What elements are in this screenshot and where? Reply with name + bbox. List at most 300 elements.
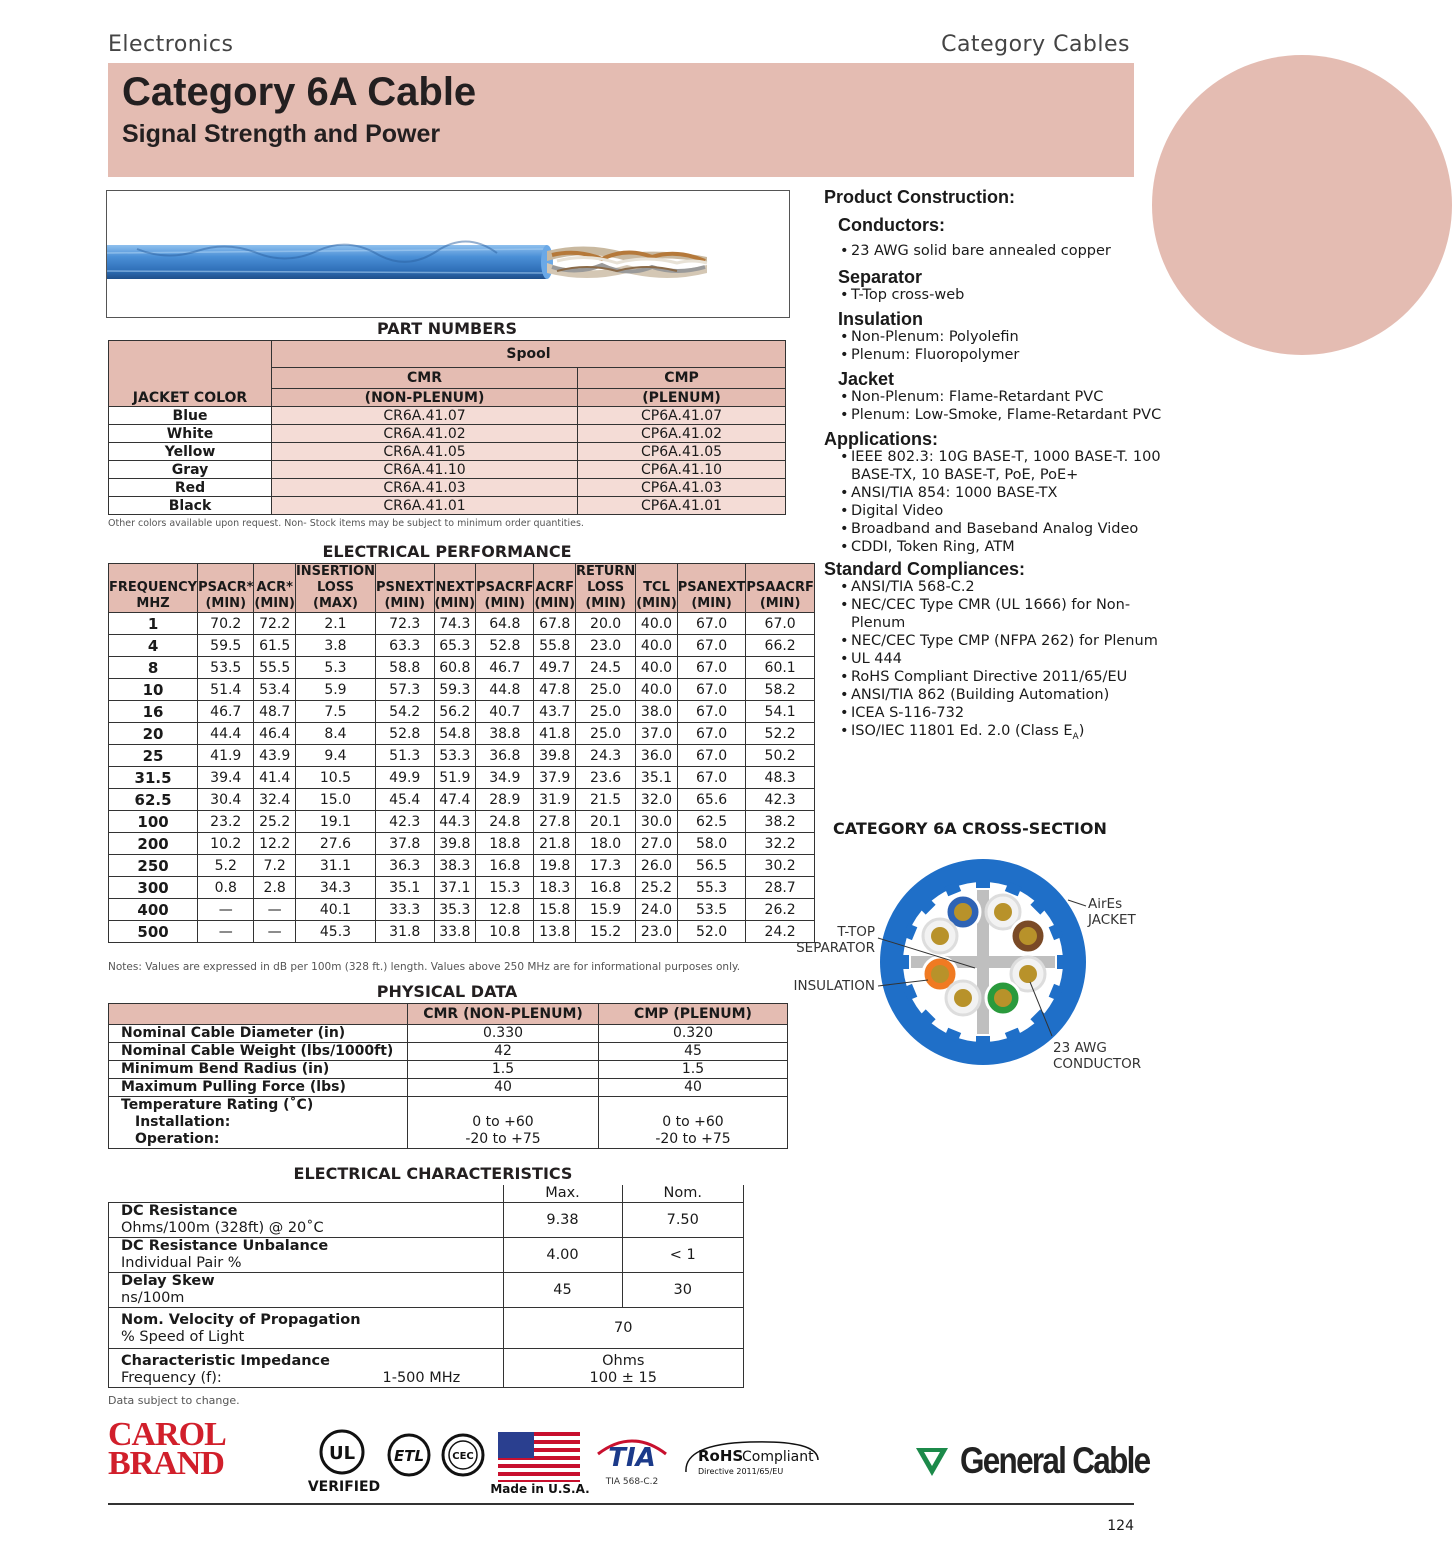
list-item: • ANSI/TIA 568-C.2 [840, 578, 1164, 596]
ep-value: 40.0 [636, 635, 678, 657]
ep-value: 65.6 [677, 789, 746, 811]
ep-value: 48.3 [746, 767, 814, 789]
jacket-color-header: JACKET COLOR [109, 341, 272, 407]
ep-frequency: 4 [109, 635, 198, 657]
ep-column-header [254, 564, 296, 613]
ep-value: 67.0 [677, 613, 746, 635]
ep-value: — [198, 899, 254, 921]
part-row [109, 461, 786, 479]
ep-value: 67.0 [677, 657, 746, 679]
ep-row [109, 701, 815, 723]
ep-frequency: 250 [109, 855, 198, 877]
ep-row [109, 789, 815, 811]
cmr-part-number: CR6A.41.05 [272, 443, 578, 461]
impedance-range: 1-500 MHz [382, 1370, 461, 1386]
cmp-part-number: CP6A.41.01 [578, 497, 786, 515]
cmr-part-number: CR6A.41.03 [272, 479, 578, 497]
ep-row [109, 723, 815, 745]
ep-value: 40.0 [636, 657, 678, 679]
cross-section-title: CATEGORY 6A CROSS-SECTION [833, 819, 1107, 838]
ec-nom-value: 30 [622, 1273, 744, 1308]
ep-value: 49.7 [534, 657, 576, 679]
part-row [109, 497, 786, 515]
ep-header-line: ACRF [535, 580, 574, 595]
part-row [109, 425, 786, 443]
ep-value: 5.2 [198, 855, 254, 877]
ep-value: 2.8 [254, 877, 296, 899]
standards-list [824, 578, 1164, 746]
pd-temp-row [109, 1097, 788, 1149]
ep-value: 51.9 [434, 767, 476, 789]
ec-impedance-row [109, 1349, 744, 1388]
list-item: • NEC/CEC Type CMR (UL 1666) for Non-Plenum [840, 596, 1164, 632]
cmr-part-number: CR6A.41.01 [272, 497, 578, 515]
pd-label: Nominal Cable Weight (lbs/1000ft) [109, 1043, 408, 1061]
ep-value: 3.8 [295, 635, 375, 657]
ep-row [109, 635, 815, 657]
pd-label: Nominal Cable Diameter (in) [109, 1025, 408, 1043]
etl-icon [386, 1432, 432, 1478]
pd-label: Minimum Bend Radius (in) [109, 1061, 408, 1079]
pd-temp-cmr [408, 1097, 599, 1149]
ep-value: 52.8 [375, 723, 434, 745]
ep-value: 18.0 [576, 833, 636, 855]
conductor-label-2: CONDUCTOR [1053, 1056, 1142, 1072]
pd-row [109, 1061, 788, 1079]
ep-value: 65.3 [434, 635, 476, 657]
part-numbers-title: PART NUMBERS [377, 319, 517, 338]
ep-value: 62.5 [677, 811, 746, 833]
ep-header-line: (MIN) [384, 596, 426, 611]
ep-value: — [254, 921, 296, 943]
ep-value: 37.0 [636, 723, 678, 745]
list-item: • Non-Plenum: Polyolefin [840, 328, 1164, 346]
svg-text:UL: UL [328, 1443, 356, 1464]
ep-value: 21.8 [534, 833, 576, 855]
insulation-label: INSULATION [793, 978, 875, 994]
list-item: • Digital Video [840, 502, 1164, 520]
ep-header-line: MHZ [136, 596, 170, 611]
pd-temp-cmp [599, 1097, 788, 1149]
ep-value: 27.6 [295, 833, 375, 855]
ec-max-value: 45 [503, 1273, 622, 1308]
ep-value: 67.0 [677, 723, 746, 745]
ep-header-line: PSAACRF [746, 580, 814, 595]
ep-value: 70.2 [198, 613, 254, 635]
ep-value: 15.8 [534, 899, 576, 921]
ec-sub: Ohms/100m (328ft) @ 20˚C [121, 1220, 324, 1236]
ep-value: 23.6 [576, 767, 636, 789]
ep-value: 53.5 [198, 657, 254, 679]
ep-value: 45.3 [295, 921, 375, 943]
jacket-color: Gray [109, 461, 272, 479]
ep-value: 51.4 [198, 679, 254, 701]
electrical-characteristics-title: ELECTRICAL CHARACTERISTICS [293, 1164, 573, 1183]
ep-value: 27.0 [636, 833, 678, 855]
cmr-part-number: CR6A.41.10 [272, 461, 578, 479]
pd-cmr-header: CMR (NON-PLENUM) [408, 1004, 599, 1025]
cmp-sub-header: (PLENUM) [578, 389, 786, 407]
ep-value: 26.0 [636, 855, 678, 877]
ec-sub: Individual Pair % [121, 1255, 242, 1271]
ep-value: 23.0 [576, 635, 636, 657]
ep-value: 36.0 [636, 745, 678, 767]
ep-column-header [375, 564, 434, 613]
ep-frequency: 100 [109, 811, 198, 833]
operation-label: Operation: [135, 1131, 220, 1147]
page-title: Category 6A Cable [122, 70, 477, 114]
ep-value: 54.2 [375, 701, 434, 723]
ep-value: 52.0 [677, 921, 746, 943]
ep-header-line: (MIN) [585, 596, 626, 611]
part-row [109, 407, 786, 425]
ep-column-header [434, 564, 476, 613]
ep-value: 31.9 [534, 789, 576, 811]
ep-header-line: LOSS [587, 580, 625, 595]
cmp-part-number: CP6A.41.03 [578, 479, 786, 497]
impedance-value: 100 ± 15 [589, 1370, 657, 1386]
ec-nom-header: Nom. [622, 1185, 744, 1203]
cmp-part-number: CP6A.41.10 [578, 461, 786, 479]
ep-column-header [677, 564, 746, 613]
svg-text:TIA 568-C.2: TIA 568-C.2 [605, 1477, 659, 1487]
ep-header-line: PSANEXT [677, 580, 746, 595]
ep-value: 35.1 [375, 877, 434, 899]
ep-value: 25.2 [636, 877, 678, 899]
insulation-list [824, 328, 1164, 364]
ep-header-line: TCL [643, 580, 670, 595]
ep-column-header [295, 564, 375, 613]
ep-value: 54.8 [434, 723, 476, 745]
separator-label-2: SEPARATOR [796, 940, 875, 956]
ep-value: 12.8 [476, 899, 534, 921]
ep-header-line: PSACR* [198, 580, 254, 595]
ep-value: 40.0 [636, 613, 678, 635]
ep-value: 60.1 [746, 657, 814, 679]
ep-value: 16.8 [576, 877, 636, 899]
jacket-title: Jacket [838, 369, 895, 389]
ep-value: 13.8 [534, 921, 576, 943]
ep-value: 0.8 [198, 877, 254, 899]
ep-frequency: 62.5 [109, 789, 198, 811]
jacket-label-2: JACKET [1088, 912, 1136, 928]
separator-title: Separator [838, 267, 923, 287]
ep-value: 49.9 [375, 767, 434, 789]
part-numbers-note: Other colors available upon request. Non- Stock items may be subject to minimum order quantities. [108, 518, 584, 529]
cmp-part-number: CP6A.41.05 [578, 443, 786, 461]
conductors-title: Conductors: [838, 215, 945, 235]
svg-text:Made in U.S.A.: Made in U.S.A. [490, 1482, 590, 1496]
ep-frequency: 500 [109, 921, 198, 943]
ep-value: 10.5 [295, 767, 375, 789]
impedance-sub: Frequency (f): [121, 1370, 222, 1386]
ep-value: 67.0 [677, 679, 746, 701]
svg-text:VERIFIED: VERIFIED [307, 1479, 381, 1495]
ec-max-value: 9.38 [503, 1203, 622, 1238]
ep-header-line: (MAX) [313, 596, 358, 611]
ep-row [109, 899, 815, 921]
iso-sub: A [1072, 731, 1079, 742]
ep-row [109, 767, 815, 789]
page-subtitle: Signal Strength and Power [122, 120, 441, 148]
ep-header-row [109, 564, 815, 613]
usa-flag-icon [490, 1430, 590, 1500]
jacket-color: Black [109, 497, 272, 515]
ep-value: 66.2 [746, 635, 814, 657]
ep-header-line: (MIN) [636, 596, 677, 611]
ep-value: 67.0 [677, 635, 746, 657]
ep-value: 52.8 [476, 635, 534, 657]
ep-value: 21.5 [576, 789, 636, 811]
ep-frequency: 1 [109, 613, 198, 635]
ec-max-header: Max. [503, 1185, 622, 1203]
ep-value: 67.8 [534, 613, 576, 635]
ep-value: 12.2 [254, 833, 296, 855]
ep-value: 46.4 [254, 723, 296, 745]
ep-header-line: PSACRF [476, 580, 534, 595]
ep-value: 26.2 [746, 899, 814, 921]
ep-value: 7.2 [254, 855, 296, 877]
ep-value: 55.8 [534, 635, 576, 657]
ep-value: 41.8 [534, 723, 576, 745]
ep-value: 59.5 [198, 635, 254, 657]
ep-value: 40.1 [295, 899, 375, 921]
ep-value: — [198, 921, 254, 943]
ec-label: Delay Skew [121, 1273, 215, 1289]
ep-row [109, 811, 815, 833]
ep-value: 25.2 [254, 811, 296, 833]
pd-cmp-value: 40 [599, 1079, 788, 1097]
ep-value: 34.9 [476, 767, 534, 789]
general-cable-logo: General Cable [960, 1440, 1150, 1481]
pd-cmr-value: 40 [408, 1079, 599, 1097]
page-number: 124 [1107, 1518, 1134, 1534]
svg-text:CEC: CEC [452, 1451, 474, 1462]
ep-row [109, 921, 815, 943]
ep-value: 50.2 [746, 745, 814, 767]
category-label: Category Cables [941, 32, 1130, 57]
pd-cmp-value: 45 [599, 1043, 788, 1061]
ep-value: 24.0 [636, 899, 678, 921]
list-item: • Non-Plenum: Flame-Retardant PVC [840, 388, 1164, 406]
jacket-list [824, 388, 1164, 424]
ep-value: 15.9 [576, 899, 636, 921]
ep-value: 67.0 [677, 767, 746, 789]
ep-header-line: INSERTION [295, 564, 375, 579]
ep-value: 40.0 [636, 679, 678, 701]
ep-header-line: PSNEXT [375, 580, 434, 595]
pd-row [109, 1043, 788, 1061]
ec-sub: ns/100m [121, 1290, 185, 1306]
ep-header-line: (MIN) [484, 596, 526, 611]
ep-value: 38.8 [476, 723, 534, 745]
cable-illustration [107, 191, 789, 317]
list-item: • CDDI, Token Ring, ATM [840, 538, 1164, 556]
ep-value: 35.3 [434, 899, 476, 921]
ep-value: 2.1 [295, 613, 375, 635]
ep-value: 5.9 [295, 679, 375, 701]
applications-list [824, 448, 1164, 556]
ep-value: 31.8 [375, 921, 434, 943]
ec-max-value: 4.00 [503, 1238, 622, 1273]
ep-value: 53.5 [677, 899, 746, 921]
carol-logo-line-2: BRAND [108, 1445, 224, 1482]
ep-frequency: 200 [109, 833, 198, 855]
ep-value: 58.2 [746, 679, 814, 701]
ep-row [109, 877, 815, 899]
ep-value: 24.3 [576, 745, 636, 767]
ep-value: 37.1 [434, 877, 476, 899]
ep-column-header [109, 564, 198, 613]
part-row [109, 479, 786, 497]
pd-cmr-value: 42 [408, 1043, 599, 1061]
ep-value: 53.3 [434, 745, 476, 767]
cable-photo [106, 190, 790, 318]
install-cmp-value: 0 to +60 [662, 1114, 724, 1130]
list-item: • Plenum: Low-Smoke, Flame-Retardant PVC [840, 406, 1164, 424]
nvp-sub: % Speed of Light [121, 1329, 245, 1345]
nvp-value: 70 [503, 1308, 744, 1349]
ep-value: 25.0 [576, 701, 636, 723]
ep-value: 46.7 [476, 657, 534, 679]
ep-value: 30.4 [198, 789, 254, 811]
ep-value: 43.7 [534, 701, 576, 723]
ep-value: 42.3 [746, 789, 814, 811]
cmp-header: CMP [578, 368, 786, 389]
ep-value: 10.8 [476, 921, 534, 943]
ep-value: 10.2 [198, 833, 254, 855]
ep-frequency: 8 [109, 657, 198, 679]
ep-column-header [198, 564, 254, 613]
ep-value: 41.4 [254, 767, 296, 789]
list-item: • ANSI/TIA 854: 1000 BASE-TX [840, 484, 1164, 502]
carol-logo-line-1: CAROL [108, 1416, 226, 1453]
ep-frequency: 300 [109, 877, 198, 899]
conductor-label-1: 23 AWG [1053, 1040, 1107, 1056]
iso-close: ) [1078, 723, 1085, 739]
product-construction [824, 188, 1164, 746]
ep-row [109, 833, 815, 855]
electrical-characteristics-table [108, 1185, 744, 1388]
ep-value: 36.3 [375, 855, 434, 877]
ep-value: 25.0 [576, 723, 636, 745]
cmp-part-number: CP6A.41.07 [578, 407, 786, 425]
ep-value: 64.8 [476, 613, 534, 635]
pd-temp-label [109, 1097, 408, 1149]
cmr-part-number: CR6A.41.07 [272, 407, 578, 425]
ep-value: 47.4 [434, 789, 476, 811]
ep-value: 37.8 [375, 833, 434, 855]
ep-frequency: 10 [109, 679, 198, 701]
ep-value: 18.8 [476, 833, 534, 855]
operation-cmp-value: -20 to +75 [655, 1131, 731, 1147]
pd-cmp-value: 0.320 [599, 1025, 788, 1043]
ep-value: 52.2 [746, 723, 814, 745]
separator-label-1: T-TOP [837, 924, 875, 940]
ec-label: DC Resistance Unbalance [121, 1238, 329, 1254]
pd-cmr-value: 0.330 [408, 1025, 599, 1043]
pd-cmp-value: 1.5 [599, 1061, 788, 1079]
separator-list [824, 286, 1164, 304]
ec-row [109, 1203, 744, 1238]
ec-nom-value: 7.50 [622, 1203, 744, 1238]
svg-text:RoHS: RoHS [698, 1447, 744, 1465]
ep-header-line: (MIN) [205, 596, 247, 611]
ep-value: 55.5 [254, 657, 296, 679]
ep-value: 72.3 [375, 613, 434, 635]
ep-value: 24.8 [476, 811, 534, 833]
ec-nvp-row [109, 1308, 744, 1349]
impedance-unit: Ohms [602, 1353, 645, 1369]
ep-value: 25.0 [576, 679, 636, 701]
ep-value: 23.0 [636, 921, 678, 943]
ep-value: 36.8 [476, 745, 534, 767]
tia-logo [594, 1432, 670, 1488]
pd-blank-header [109, 1004, 408, 1025]
list-item: • ANSI/TIA 862 (Building Automation) [840, 686, 1164, 704]
ep-value: 23.2 [198, 811, 254, 833]
ep-value: 39.4 [198, 767, 254, 789]
cmr-header: CMR [272, 368, 578, 389]
svg-text:Directive 2011/65/EU: Directive 2011/65/EU [698, 1467, 784, 1476]
decorative-circle [1152, 55, 1452, 355]
ep-value: 9.4 [295, 745, 375, 767]
ep-value: 18.3 [534, 877, 576, 899]
ep-value: 43.9 [254, 745, 296, 767]
ep-value: 67.0 [677, 745, 746, 767]
impedance-label: Characteristic Impedance [121, 1353, 330, 1369]
ep-value: 33.3 [375, 899, 434, 921]
ep-row [109, 745, 815, 767]
jacket-color: Yellow [109, 443, 272, 461]
ep-value: 44.4 [198, 723, 254, 745]
applications-title: Applications: [824, 429, 939, 449]
list-item: • ICEA S-116-732 [840, 704, 1164, 722]
ep-value: 30.2 [746, 855, 814, 877]
ep-value: 27.8 [534, 811, 576, 833]
ep-header-line: RETURN [576, 564, 636, 579]
ep-value: 8.4 [295, 723, 375, 745]
ep-value: 24.2 [746, 921, 814, 943]
ep-header-line: NEXT [435, 580, 475, 595]
ep-column-header [636, 564, 678, 613]
ep-header-line: LOSS [316, 580, 354, 595]
ec-nom-value: < 1 [622, 1238, 744, 1273]
ec-row [109, 1273, 744, 1308]
ep-value: 40.7 [476, 701, 534, 723]
list-item: • UL 444 [840, 650, 1164, 668]
ep-value: 28.9 [476, 789, 534, 811]
ep-value: 24.5 [576, 657, 636, 679]
ep-value: 56.2 [434, 701, 476, 723]
ep-value: 31.1 [295, 855, 375, 877]
ep-value: 58.8 [375, 657, 434, 679]
pd-row [109, 1079, 788, 1097]
ep-value: 54.1 [746, 701, 814, 723]
section-label: Electronics [108, 32, 234, 57]
list-item: • IEEE 802.3: 10G BASE-T, 1000 BASE-T. 100 BASE-TX, 10 BASE-T, PoE, PoE+ [840, 448, 1164, 484]
ep-value: 60.8 [434, 657, 476, 679]
carol-brand-logo [108, 1416, 226, 1482]
ep-value: 39.8 [534, 745, 576, 767]
ul-verified-icon [307, 1428, 381, 1495]
ep-value: 32.0 [636, 789, 678, 811]
ep-value: 42.3 [375, 811, 434, 833]
ep-value: 67.0 [746, 613, 814, 635]
cmr-sub-header: (NON-PLENUM) [272, 389, 578, 407]
cmr-part-number: CR6A.41.02 [272, 425, 578, 443]
ep-value: 57.3 [375, 679, 434, 701]
